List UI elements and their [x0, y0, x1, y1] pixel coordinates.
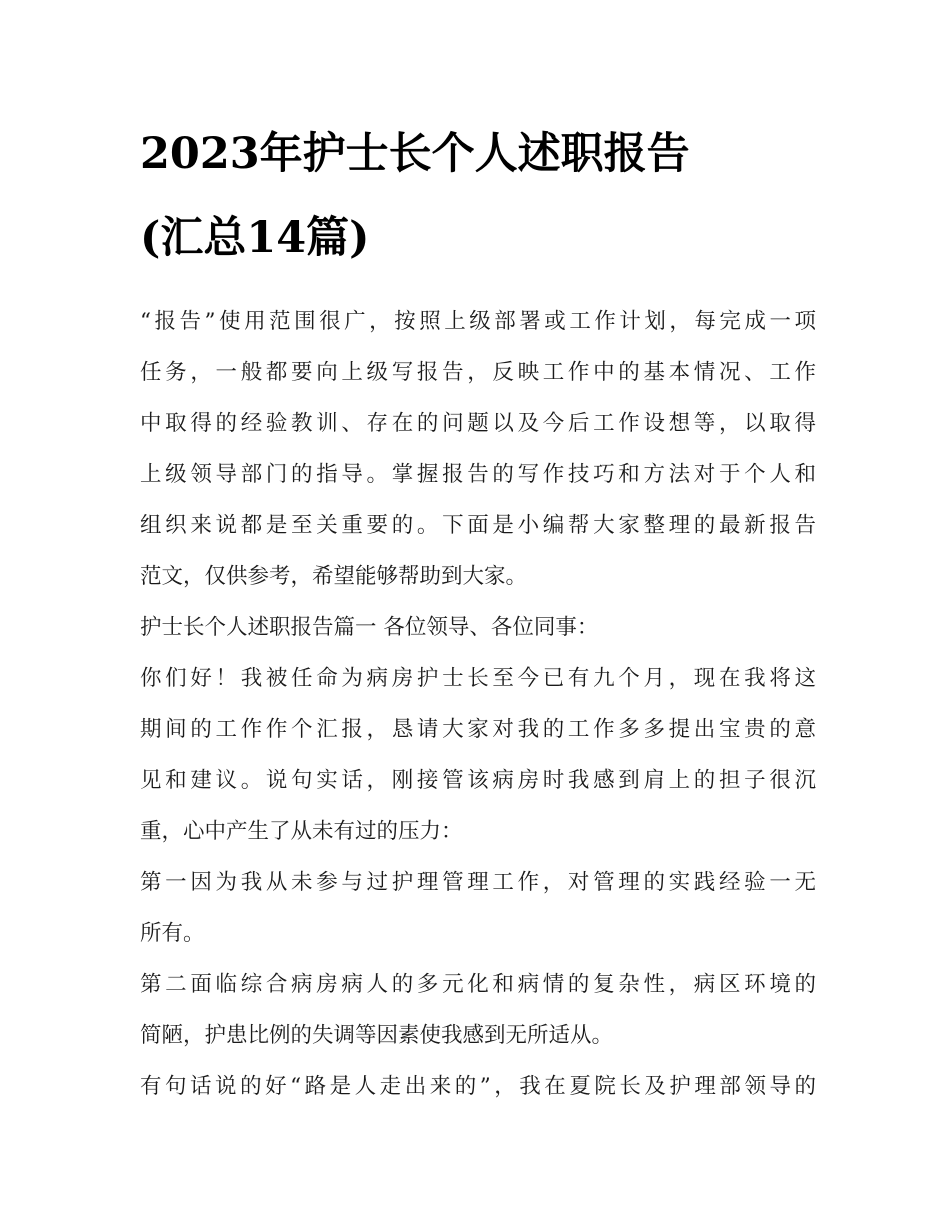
second-point-paragraph [140, 959, 816, 1061]
title-line-1: 2023年护士长个人述职报告 [140, 129, 690, 179]
intro-paragraph [140, 296, 816, 602]
section-heading-paragraph [140, 602, 816, 653]
text-line: 中取得的经验教训、存在的问题以及今后工作设想等，以取得 [140, 411, 816, 436]
text-line: 组织来说都是至关重要的。下面是小编帮大家整理的最新报告 [140, 513, 816, 538]
text-line: 护士长个人述职报告篇一 各位领导、各位同事： [140, 615, 599, 640]
text-line: 简陋，护患比例的失调等因素使我感到无所适从。 [140, 1023, 614, 1048]
text-line: 任务，一般都要向上级写报告，反映工作中的基本情况、工作 [140, 360, 816, 385]
greeting-paragraph [140, 653, 816, 857]
text-line: 重，心中产生了从未有过的压力： [140, 819, 463, 844]
text-line: 你们好！我被任命为病房护士长至今已有九个月，现在我将这 [140, 666, 816, 691]
text-line: 范文，仅供参考，希望能够帮助到大家。 [140, 564, 528, 589]
title-line-2: (汇总14篇) [140, 213, 370, 263]
closing-paragraph [140, 1061, 816, 1112]
text-line: 上级领导部门的指导。掌握报告的写作技巧和方法对于个人和 [140, 462, 816, 487]
document-title [140, 112, 816, 280]
document-content [140, 112, 816, 1112]
document-body [140, 296, 816, 1112]
text-line: 第二面临综合病房病人的多元化和病情的复杂性，病区环境的 [140, 972, 816, 997]
text-line: 见和建议。说句实话，刚接管该病房时我感到肩上的担子很沉 [140, 768, 816, 793]
text-line: 第一因为我从未参与过护理管理工作，对管理的实践经验一无 [140, 870, 816, 895]
text-line: 有句话说的好“路是人走出来的”，我在夏院长及护理部领导的 [140, 1074, 816, 1099]
text-line: 所有。 [140, 921, 205, 946]
text-line: 期间的工作作个汇报，恳请大家对我的工作多多提出宝贵的意 [140, 717, 816, 742]
text-line: “报告”使用范围很广，按照上级部署或工作计划，每完成一项 [140, 309, 816, 334]
first-point-paragraph [140, 857, 816, 959]
